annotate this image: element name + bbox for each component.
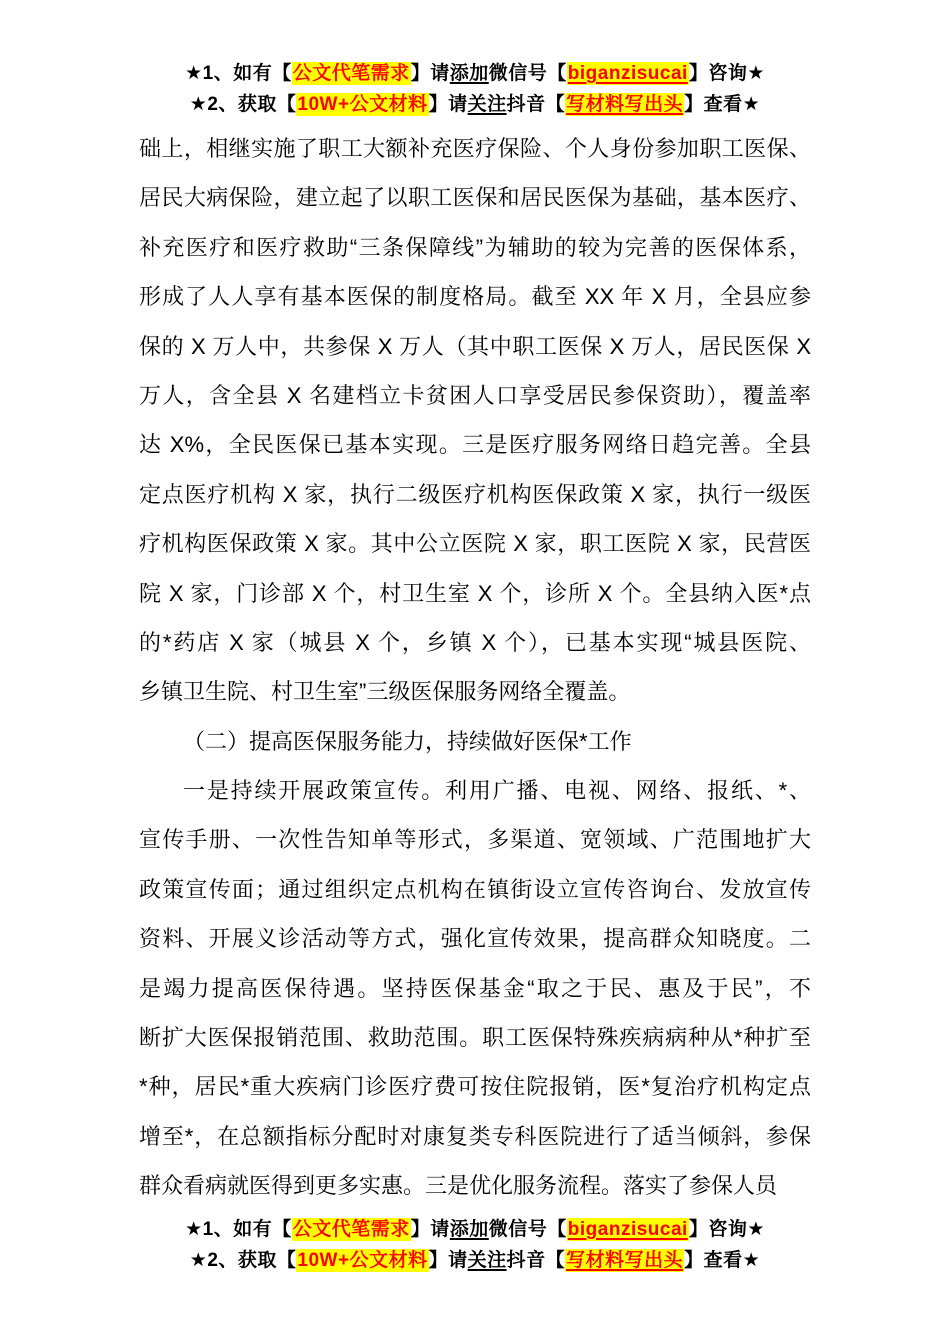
highlighted-underlined-account: 写材料写出头 xyxy=(566,94,684,115)
highlighted-underlined-account: 写材料写出头 xyxy=(566,1250,684,1271)
notice-text: 抖音【 xyxy=(506,94,566,115)
notice-text: 】咨询★ xyxy=(688,1219,765,1240)
highlighted-underlined-account: biganzisucai xyxy=(567,1219,688,1240)
notice-line-1 xyxy=(0,58,950,89)
body-line: （二）提高医保服务能力，持续做好医保*工作 xyxy=(183,728,632,754)
body-line: 院 X 家，门诊部 X 个，村卫生室 X 个，诊所 X 个。全县纳入医*点 xyxy=(139,580,811,606)
notice-text: 】请 xyxy=(410,63,450,84)
body-line: 保的 X 万人中，共参保 X 万人（其中职工医保 X 万人，居民医保 X xyxy=(139,333,811,359)
header-notice xyxy=(0,58,950,120)
notice-text: 】请 xyxy=(428,94,468,115)
body-line: 补充医疗和医疗救助“三条保障线”为辅助的较为完善的医保体系， xyxy=(139,234,811,260)
notice-text: 】查看★ xyxy=(684,94,761,115)
highlighted-keyword: 10W+公文材料 xyxy=(297,94,428,115)
body-line: 资料、开展义诊活动等方式，强化宣传效果，提高群众知晓度。二 xyxy=(139,926,811,952)
body-line: 政策宣传面；通过组织定点机构在镇街设立宣传咨询台、发放宣传 xyxy=(139,876,811,902)
notice-line-2 xyxy=(0,1245,950,1276)
body-line: 达 X%，全民医保已基本实现。三是医疗服务网络日趋完善。全县 xyxy=(139,432,811,458)
body-line: 群众看病就医得到更多实惠。三是优化服务流程。落实了参保人员 xyxy=(139,1173,778,1199)
body-line: 定点医疗机构 X 家，执行二级医疗机构医保政策 X 家，执行一级医 xyxy=(139,481,811,507)
body-line: 形成了人人享有基本医保的制度格局。截至 XX 年 X 月，全县应参 xyxy=(139,284,811,310)
document-body xyxy=(139,124,811,1211)
underlined-word: 关注 xyxy=(467,1250,507,1271)
body-line: 断扩大医保报销范围、救助范围。职工医保特殊疾病病种从*种扩至 xyxy=(139,1025,811,1051)
body-line: 疗机构医保政策 X 家。其中公立医院 X 家，职工医院 X 家，民营医 xyxy=(139,531,811,557)
notice-text: ★2、获取【 xyxy=(189,94,297,115)
body-line: 宣传手册、一次性告知单等形式，多渠道、宽领域、广范围地扩大 xyxy=(139,827,811,853)
notice-text: ★1、如有【 xyxy=(185,63,292,84)
notice-text: 】请 xyxy=(428,1250,468,1271)
notice-text: 】咨询★ xyxy=(688,63,765,84)
highlighted-keyword: 公文代笔需求 xyxy=(292,63,410,84)
footer-notice xyxy=(0,1214,950,1276)
body-line: 础上，相继实施了职工大额补充医疗保险、个人身份参加职工医保、 xyxy=(139,136,811,161)
notice-line-2 xyxy=(0,89,950,120)
highlighted-keyword: 公文代笔需求 xyxy=(292,1219,410,1240)
body-line: 一是持续开展政策宣传。利用广播、电视、网络、报纸、*、 xyxy=(183,778,811,804)
notice-text: 微信号【 xyxy=(488,1219,567,1240)
underlined-word: 添加 xyxy=(449,1219,489,1240)
underlined-word: 关注 xyxy=(467,94,507,115)
body-line: 万人，含全县 X 名建档立卡贫困人口享受居民参保资助），覆盖率 xyxy=(139,382,811,408)
highlighted-keyword: 10W+公文材料 xyxy=(297,1250,428,1271)
notice-text: 微信号【 xyxy=(488,63,567,84)
notice-text: ★1、如有【 xyxy=(185,1219,292,1240)
body-line: 增至*，在总额指标分配时对康复类专科医院进行了适当倾斜，参保 xyxy=(139,1123,811,1149)
notice-text: 】请 xyxy=(410,1219,450,1240)
body-line: 是竭力提高医保待遇。坚持医保基金“取之于民、惠及于民”，不 xyxy=(139,975,811,1001)
body-line: 乡镇卫生院、村卫生室”三级医保服务网络全覆盖。 xyxy=(139,679,631,705)
body-line: 居民大病保险，建立起了以职工医保和居民医保为基础，基本医疗、 xyxy=(139,185,811,211)
notice-line-1 xyxy=(0,1214,950,1245)
body-line: 的*药店 X 家（城县 X 个，乡镇 X 个），已基本实现“城县医院、 xyxy=(139,629,811,655)
highlighted-underlined-account: biganzisucai xyxy=(567,63,688,84)
body-line: *种，居民*重大疾病门诊医疗费可按住院报销，医*复治疗机构定点 xyxy=(139,1074,811,1100)
notice-text: 】查看★ xyxy=(684,1250,761,1271)
notice-text: 抖音【 xyxy=(506,1250,566,1271)
notice-text: ★2、获取【 xyxy=(189,1250,297,1271)
underlined-word: 添加 xyxy=(449,63,489,84)
